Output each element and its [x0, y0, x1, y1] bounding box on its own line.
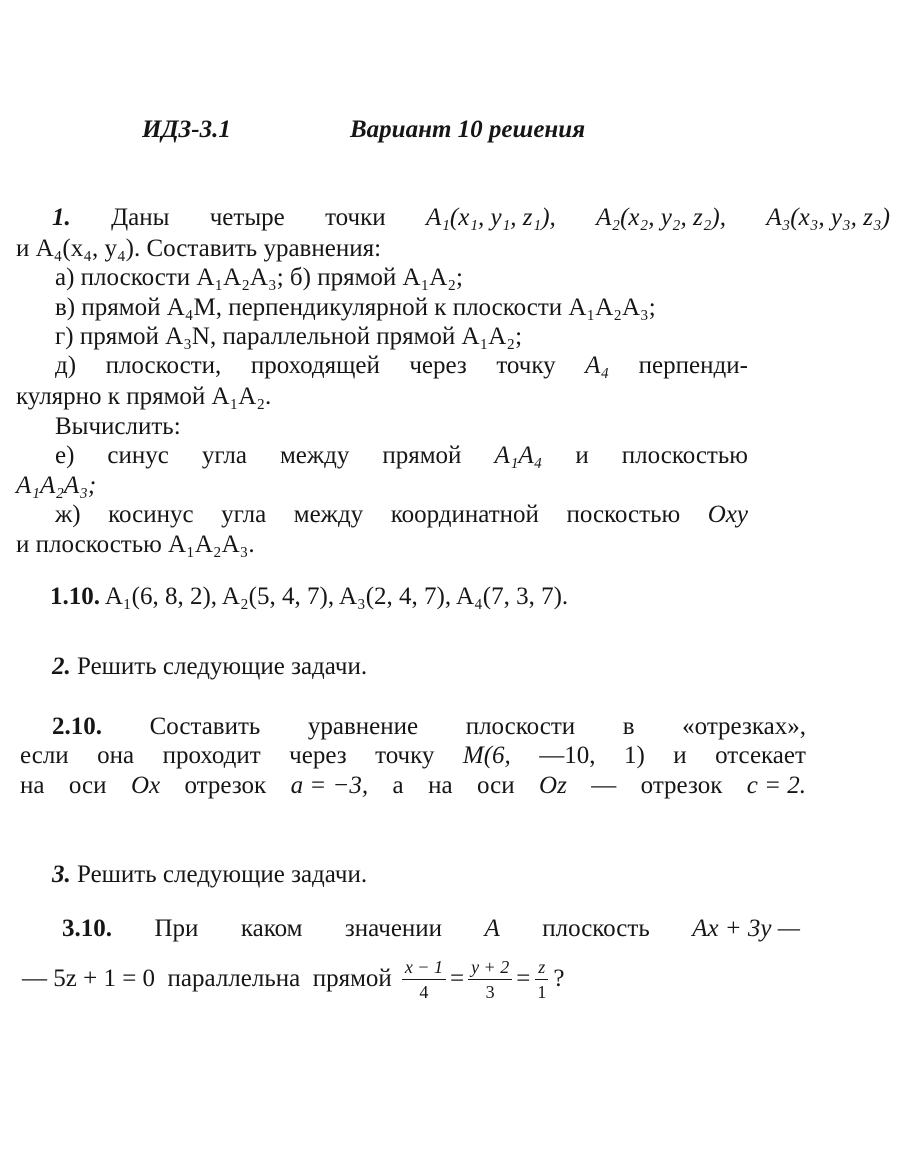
- task1-word: через: [409, 352, 467, 379]
- task1-word: точку: [496, 352, 556, 379]
- task3-word: A: [484, 915, 500, 942]
- task3-word: значении: [344, 915, 443, 942]
- task3-text: Решить следующие задачи.: [77, 861, 368, 888]
- task2-text: Решить следующие задачи.: [77, 653, 368, 680]
- fraction-x-numerator: x − 1: [402, 957, 446, 980]
- task1-word: угла: [201, 442, 247, 469]
- fraction-x-denominator: 4: [419, 981, 429, 1002]
- task3-problem-number: 3.10.: [62, 915, 112, 942]
- task2-word: на: [428, 772, 453, 799]
- task1-word: плоскости,: [105, 352, 222, 379]
- task2-word: M(6,: [462, 742, 511, 769]
- task1-line2: и A₄(x₄, y₄). Составить уравнения:: [16, 235, 382, 262]
- task3-line1: [62, 914, 800, 944]
- task1-item-e: [55, 441, 748, 471]
- task1-word: точки: [325, 204, 386, 231]
- task1-word: Даны: [111, 204, 170, 231]
- task2-word: Oz: [539, 772, 567, 799]
- task1-item-a: а) плоскости A₁A₂A₃; б) прямой A₁A₂;: [55, 264, 464, 291]
- task1-word: A₁A₄: [494, 442, 543, 469]
- task1-word: A₄: [585, 352, 610, 379]
- task2-word: Составить: [149, 713, 261, 740]
- task2-word: c = 2.: [746, 772, 806, 799]
- task2-word: и: [673, 742, 687, 769]
- task1-word: Oxy: [707, 501, 748, 528]
- task3-word: При: [154, 915, 199, 942]
- variant-data-line: [50, 582, 568, 612]
- task1-item-zh-cont: и плоскостью A₁A₂A₃.: [16, 531, 255, 558]
- task1-word: перпенди-: [638, 352, 748, 379]
- task2-word: точку: [375, 742, 435, 769]
- task1-item-v: в) прямой A₄M, перпендикулярной к плоскости A₁A₂A₃;: [55, 294, 656, 321]
- task2-word: —10,: [539, 742, 596, 769]
- task1-item-e-cont: A₁A₂A₃;: [16, 472, 97, 499]
- task1-item-d: [55, 351, 748, 381]
- task1-word: прямой: [382, 442, 462, 469]
- task2-word: «отрезках»,: [682, 713, 806, 740]
- task1-word: плоскостью: [621, 442, 748, 469]
- fraction-y-denominator: 3: [485, 981, 495, 1002]
- task2-word: уравнение: [307, 713, 419, 740]
- equals-sign: =: [516, 965, 531, 992]
- task1-word: координатной: [390, 501, 539, 528]
- task2-word: плоскости: [465, 713, 576, 740]
- fraction-y: [468, 957, 512, 1002]
- task1-word: д): [55, 352, 77, 379]
- question-mark: ?: [553, 965, 565, 992]
- task1-word: синус: [107, 442, 169, 469]
- task1-point-a2: A₂(x₂, y₂, z₂),: [596, 204, 726, 231]
- task1-word: поскостью: [566, 501, 681, 528]
- fraction-z: [534, 957, 549, 1002]
- fraction-z-denominator: 1: [537, 981, 547, 1002]
- task1-word: косинус: [108, 501, 194, 528]
- task2-word: если: [20, 742, 69, 769]
- document-code: ИДЗ-3.1: [142, 116, 231, 143]
- task1-point-a3: A₃(x₃, y₃, z₃): [766, 204, 890, 231]
- task1-word: четыре: [209, 204, 285, 231]
- task1-word: и: [575, 442, 589, 469]
- task2-line3: [20, 771, 806, 801]
- task1-word: ж): [55, 501, 81, 528]
- task2-word: отрезок: [640, 772, 723, 799]
- fraction-y-numerator: y + 2: [468, 957, 512, 980]
- variant-title: Вариант 10 решения: [350, 116, 586, 143]
- task2-word: на: [20, 772, 45, 799]
- fraction-x: [402, 957, 446, 1002]
- task1-word: е): [55, 442, 75, 469]
- task2-line1: [52, 712, 806, 742]
- task1-word: между: [293, 501, 364, 528]
- task2-word: в: [622, 713, 635, 740]
- task2-word: отсекает: [715, 742, 806, 769]
- task3-word: каком: [240, 915, 303, 942]
- task1-item-zh: [55, 500, 748, 530]
- task1-item-g: г) прямой A₃N, параллельной прямой A₁A₂;: [55, 323, 523, 350]
- task1-point-a1: A₁(x₁, y₁, z₁),: [425, 204, 556, 231]
- task2-problem-number: 2.10.: [52, 713, 102, 740]
- task2-word: через: [289, 742, 347, 769]
- task2-word: Ox: [130, 772, 161, 799]
- task3-word: плоскость: [542, 915, 650, 942]
- task3-number: 3.: [52, 861, 71, 888]
- task1-line1: [52, 203, 890, 233]
- task3-line2-text: — 5z + 1 = 0 параллельна прямой: [22, 965, 392, 992]
- task1-word: проходящей: [250, 352, 380, 379]
- task2-word: a = −3,: [290, 772, 369, 799]
- task2-word: отрезок: [184, 772, 267, 799]
- task2-word: 1): [623, 742, 645, 769]
- task1-word: угла: [221, 501, 267, 528]
- task2-line2: [20, 741, 806, 771]
- task3-word: Ax + 3y —: [692, 915, 800, 942]
- task2-word: оси: [476, 772, 515, 799]
- task2-word: —: [591, 772, 617, 799]
- fraction-z-numerator: z: [535, 957, 548, 980]
- task1-compute-label: Вычислить:: [55, 413, 181, 440]
- task1-item-d-cont: кулярно к прямой A₁A₂.: [16, 383, 272, 410]
- equals-sign: =: [449, 965, 465, 992]
- task3-line2: [22, 954, 564, 1004]
- variant-data-points: A₁(6, 8, 2), A₂(5, 4, 7), A₃(2, 4, 7), A₄(7, 3, 7).: [104, 583, 569, 610]
- variant-data-number: 1.10.: [50, 583, 100, 610]
- task2-number: 2.: [52, 653, 71, 680]
- task2-word: проходит: [162, 742, 261, 769]
- task3-heading: [52, 860, 367, 890]
- task1-number: 1.: [52, 204, 71, 231]
- task1-word: между: [279, 442, 350, 469]
- task2-word: она: [97, 742, 135, 769]
- task2-word: а: [392, 772, 404, 799]
- task2-word: оси: [68, 772, 107, 799]
- task2-heading: [52, 652, 367, 682]
